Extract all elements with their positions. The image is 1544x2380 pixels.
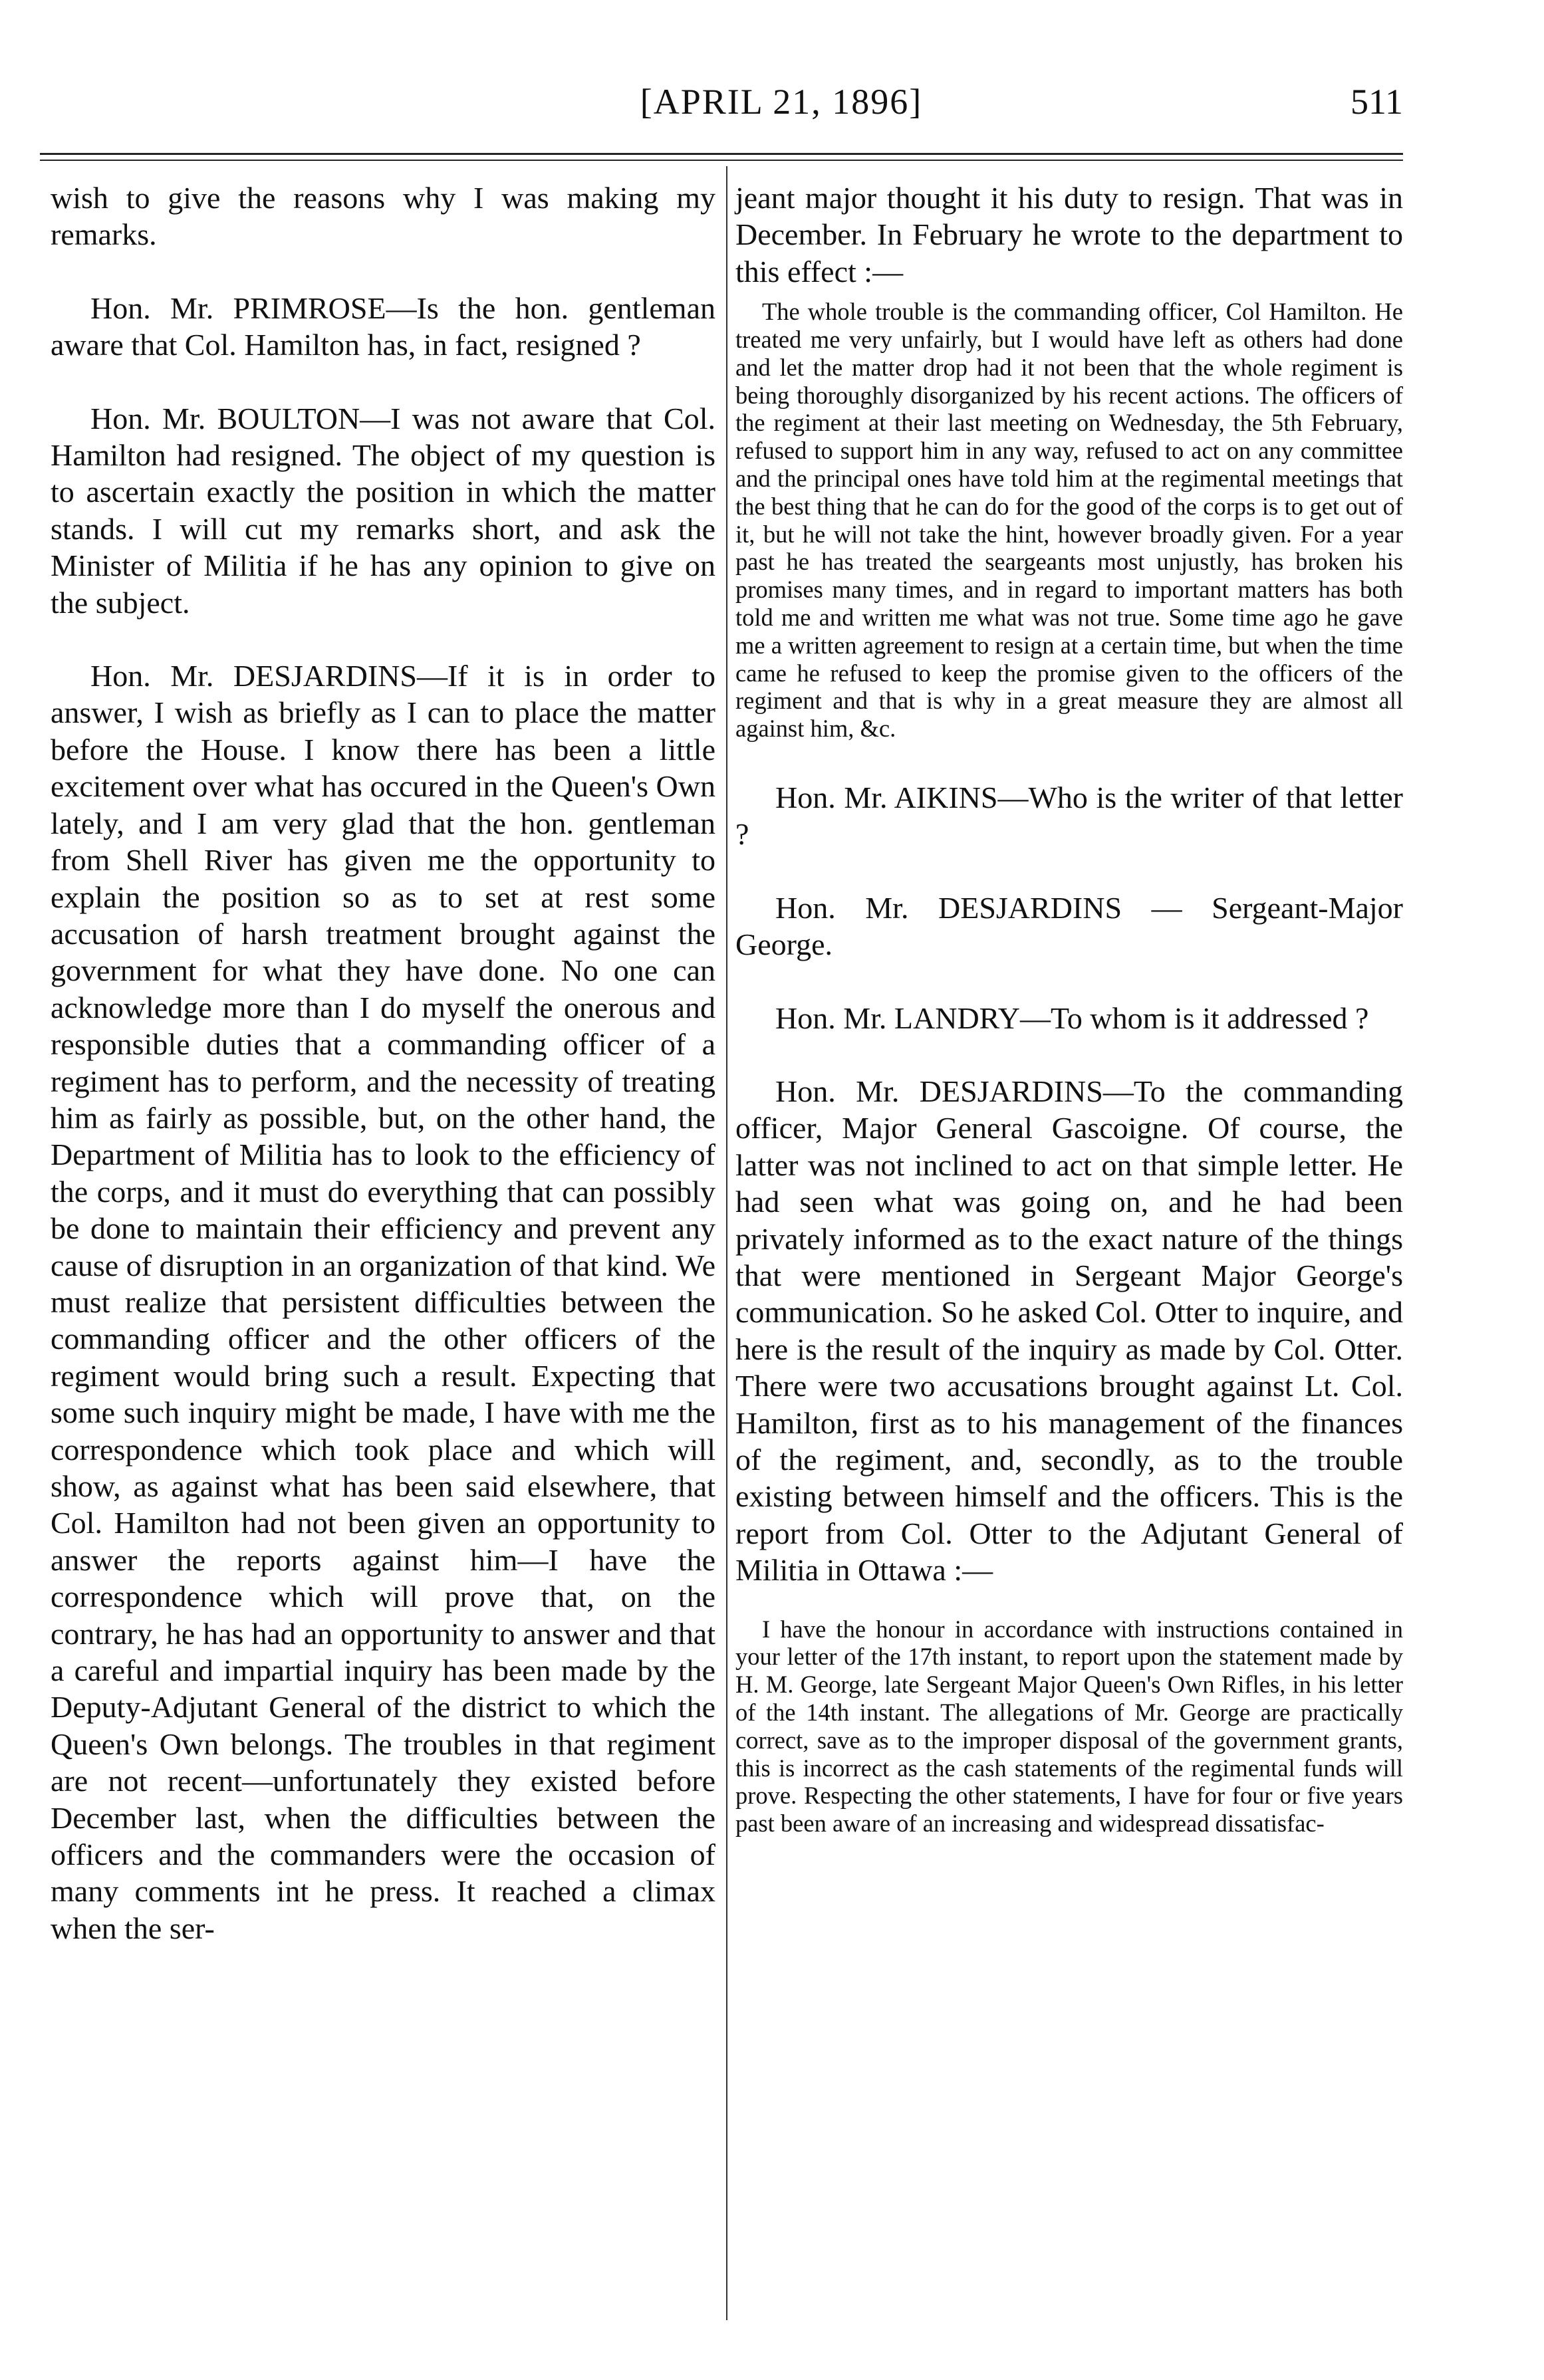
paragraph-continuation-right: jeant major thought it his duty to resign. That was in December. In February he wrote to the department to this effect :— bbox=[735, 181, 1403, 289]
header-date: [APRIL 21, 1896] bbox=[640, 82, 923, 122]
paragraph-boulton: Hon. Mr. BOULTON—I was not aware that Col. Hamilton had resigned. The object of my question is to ascertain exactly the position in which the matter stands. I will cut my remarks short, and ask the Minister of Militia if he has any opinion to give on the subject. bbox=[51, 401, 715, 620]
page-number: 511 bbox=[1351, 82, 1403, 122]
paragraph-aikins: Hon. Mr. AIKINS—Who is the writer of that letter ? bbox=[735, 780, 1403, 852]
paragraph-continuation: wish to give the reasons why I was making my remarks. bbox=[51, 181, 715, 252]
paragraph-desjardins: Hon. Mr. DESJARDINS—If it is in order to answer, I wish as briefly as I can to place the matter before the House. I know there has been a little excitement over what has occured in the Queen's Own lately, and I am very glad that the hon. gentleman from Shell River has given me the opportunity to explain the position so as to set at rest some accusation of harsh treatment brought against the government for what they have done. No one can acknowledge more than I do myself the onerous and responsible duties that a commanding officer of a regiment has to perform, and the necessity of treating him as fairly as possible, but, on the other hand, the Department of Militia has to look to the efficiency of the corps, and it must do everything that can possibly be done to maintain their efficiency and prevent any cause of disruption in an organization of that kind. We must realize that persistent difficulties between the commanding officer and the other officers of the regiment would bring such a result. Expecting that some such inquiry might be made, I have with me the correspondence which took place and which will show, as against what has been said elsewhere, that Col. Hamilton had not been given an opportunity to answer the reports against him—I have the correspondence which will prove that, on the contrary, he has had an opportunity to answer and that a careful and impartial inquiry has been made by the Deputy-Adjutant General of the district to which the Queen's Own belongs. The troubles in that regiment are not recent—unfortunately they existed before December last, when the difficulties between the officers and the commanders were the occasion of many comments int he press. It reached a climax when the ser- bbox=[51, 659, 715, 1945]
paragraph-primrose: Hon. Mr. PRIMROSE—Is the hon. gentleman aware that Col. Hamilton has, in fact, resigned ? bbox=[51, 291, 715, 362]
page-header bbox=[160, 74, 1403, 134]
paragraph-desjardins-reply: Hon. Mr. DESJARDINS — Sergeant-Major George. bbox=[735, 890, 1403, 962]
quoted-report: I have the honour in accordance with instructions contained in your letter of the 17th instant, to report upon the statement made by H. M. George, late Sergeant Major Queen's Own Rifles, in his letter of the 14th instant. The allegations of Mr. George are practically correct, save as to the improper disposal of the government grants, this is incorrect as the cash statements of the regimental funds will prove. Respecting the other statements, I have for four or five years past been aware of an increasing and widespread dissatisfac- bbox=[735, 1615, 1403, 1838]
header-rule bbox=[40, 153, 1403, 155]
quoted-report-wrapper bbox=[735, 1615, 1403, 1838]
quoted-letter: The whole trouble is the commanding officer, Col Hamilton. He treated me very unfairly, but I would have left as others had done and let the matter drop had it not been that the whole regiment is being thoroughly disorganized by his recent actions. The officers of the regiment at their last meeting on Wednesday, the 5th February, refused to support him in any way, refused to act on any committee and the principal ones have told him at the regimental meetings that the best thing that he can do for the good of the corps is to get out of it, but he will not take the hint, however broadly given. For a year past he has treated the seargeants most unjustly, has broken his promises many times, and in regard to important matters has both told me and written me what was not true. Some time ago he gave me a written agreement to resign at a certain time, but when the time came he refused to keep the promise given to the officers of the regiment and that is why in a great measure they are almost all against him, &c. bbox=[735, 298, 1403, 743]
quoted-letter-wrapper bbox=[735, 298, 1403, 743]
left-column bbox=[51, 179, 715, 1947]
paragraph-landry: Hon. Mr. LANDRY—To whom is it addressed ? bbox=[775, 1001, 1369, 1035]
paragraph-desjardins-explanation: Hon. Mr. DESJARDINS—To the commanding officer, Major General Gascoigne. Of course, the latter was not inclined to act on that simple letter. He had seen what was going on, and he had been privately informed as to the exact nature of the things that were mentioned in Sergeant Major George's communication. So he asked Col. Otter to inquire, and here is the result of the inquiry as made by Col. Otter. There were two accusations brought against Lt. Col. Hamilton, first as to his management of the finances of the regiment, and, secondly, as to the trouble existing between himself and the officers. This is the report from Col. Otter to the Adjutant General of Militia in Ottawa :— bbox=[735, 1074, 1403, 1588]
right-column bbox=[735, 179, 1403, 1838]
header-rule-secondary bbox=[40, 160, 1403, 161]
column-divider bbox=[726, 166, 727, 2320]
